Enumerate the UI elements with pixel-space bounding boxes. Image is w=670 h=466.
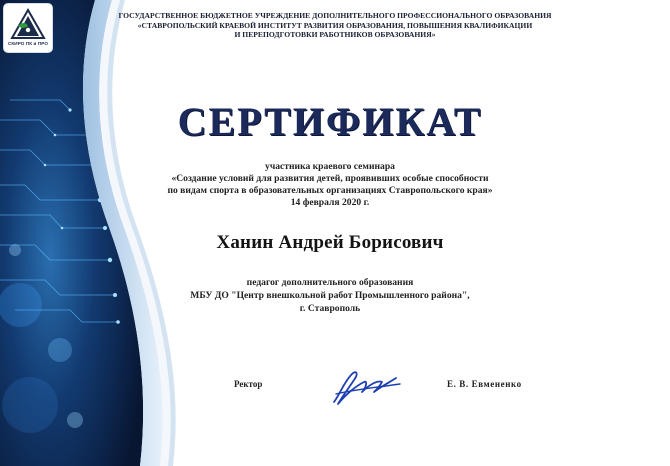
organization-line: «СТАВРОПОЛЬСКИЙ КРАЕВОЙ ИНСТИТУТ РАЗВИТИЯ ОБРАЗОВАНИЯ, ПОВЫШЕНИЯ КВАЛИФИКАЦИИ	[137, 20, 533, 30]
seminar-date: 14 февраля 2020 г.	[290, 197, 370, 208]
signatory-label: Ректор	[234, 379, 263, 389]
recipient-position	[120, 276, 540, 315]
seminar-description	[120, 161, 540, 209]
organization-line: И ПЕРЕПОДГОТОВКИ РАБОТНИКОВ ОБРАЗОВАНИЯ»	[234, 30, 436, 40]
institute-logo	[4, 4, 52, 52]
logo-text: СКИРО ПК и ПРО	[7, 41, 49, 46]
signature-icon	[326, 364, 406, 410]
seminar-role: участника краевого семинара	[265, 161, 395, 172]
organization-line: ГОСУДАРСТВЕННОЕ БЮДЖЕТНОЕ УЧРЕЖДЕНИЕ ДОПОЛНИТЕЛЬНОГО ПРОФЕССИОНАЛЬНОГО ОБРАЗОВАНИЯ	[118, 11, 552, 20]
signatory-name: Е. В. Евмененко	[447, 379, 522, 389]
seminar-topic-line: «Создание условий для развития детей, проявивших особые способности	[171, 173, 489, 184]
seminar-topic-line: по видам спорта в образовательных организациях Ставропольского края»	[167, 185, 493, 196]
organization-header	[100, 11, 570, 40]
position-line: г. Ставрополь	[299, 303, 361, 314]
position-line: педагог дополнительного образования	[246, 277, 414, 288]
certificate-title: СЕРТИФИКАТ	[177, 99, 483, 144]
recipient-name: Ханин Андрей Борисович	[216, 232, 444, 253]
position-line: МБУ ДО "Центр внешкольной работ Промышленного района",	[190, 290, 470, 301]
